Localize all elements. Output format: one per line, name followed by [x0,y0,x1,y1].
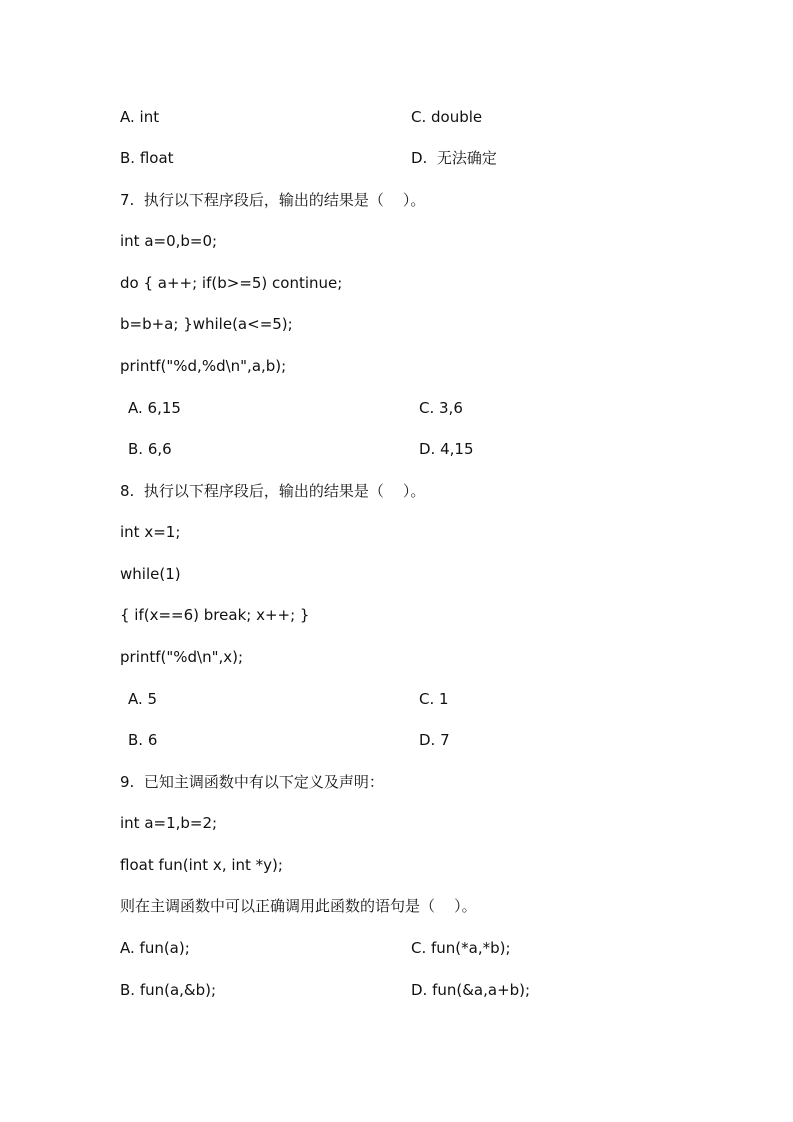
q6-option-a: A. int [120,108,160,126]
q7-option-c: C. 3,6 [419,399,463,417]
q8-option-a: A. 5 [128,690,158,708]
q7-code-line: int a=0,b=0; [120,232,218,250]
q7-option-b: B. 6,6 [128,440,172,458]
q7-code-line: printf("%d,%d\n",a,b); [120,357,287,375]
q9-stem: 9. 已知主调函数中有以下定义及声明： [120,773,384,791]
q7-option-a: A. 6,15 [128,399,181,417]
q7-code-line: do { a++; if(b>=5) continue; [120,274,343,292]
q8-code-line: { if(x==6) break; x++; } [120,606,310,624]
q9-option-b: B. fun(a,&b); [120,981,217,999]
q8-code-line: printf("%d\n",x); [120,648,244,666]
q8-stem: 8. 执行以下程序段后，输出的结果是（ ）。 [120,482,426,500]
q9-code-line: int a=1,b=2; [120,814,218,832]
q9-option-d: D. fun(&a,a+b); [411,981,531,999]
q9-code-line: float fun(int x, int *y); [120,856,283,874]
q6-option-d: D. 无法确定 [411,149,497,167]
q8-option-b: B. 6 [128,731,158,749]
q9-question: 则在主调函数中可以正确调用此函数的语句是（ ）。 [120,897,477,915]
q7-option-d: D. 4,15 [419,440,474,458]
q6-option-b: B. float [120,149,174,167]
q7-code-line: b=b+a; }while(a<=5); [120,315,293,333]
q9-option-c: C. fun(*a,*b); [411,939,511,957]
q6-option-c: C. double [411,108,483,126]
q8-option-c: C. 1 [419,690,449,708]
q8-option-d: D. 7 [419,731,450,749]
q8-code-line: while(1) [120,565,181,583]
q7-stem: 7. 执行以下程序段后，输出的结果是（ ）。 [120,191,426,209]
q9-option-a: A. fun(a); [120,939,190,957]
q8-code-line: int x=1; [120,523,181,541]
